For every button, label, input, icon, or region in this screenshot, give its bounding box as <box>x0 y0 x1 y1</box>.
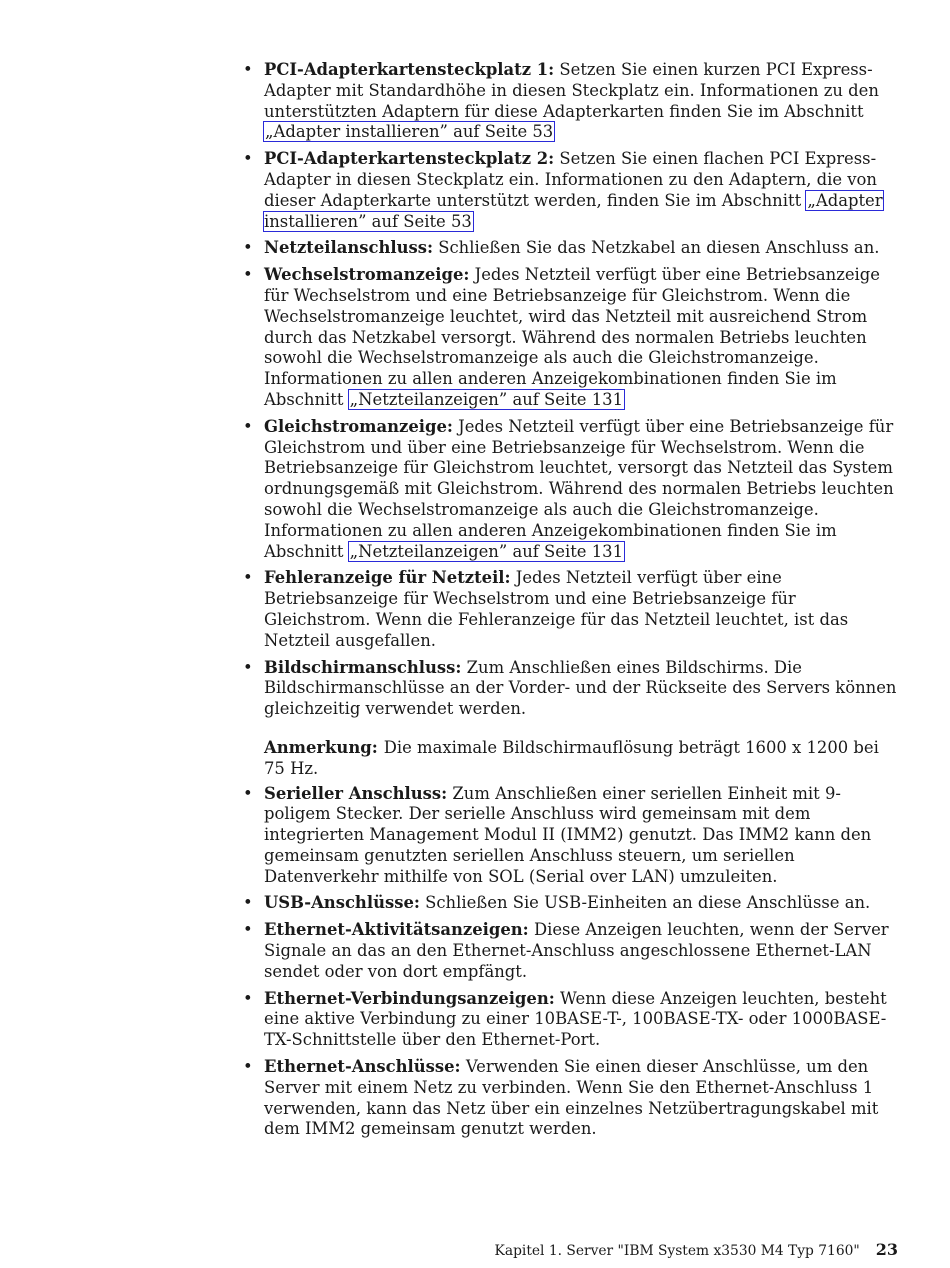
note-label: Anmerkung: <box>264 737 378 757</box>
cross-reference-link[interactable]: „Netzteilanzeigen” auf Seite 131 <box>349 541 623 561</box>
item-term: Gleichstromanzeige: <box>264 416 453 436</box>
cross-reference-link[interactable]: „Netzteilanzeigen” auf Seite 131 <box>349 389 623 409</box>
item-term: Ethernet-Anschlüsse: <box>264 1057 461 1077</box>
item-text: Jedes Netzteil verfügt über eine Betriebsanzeige für Wechselstrom und eine Betriebsanzeige für Gleichstrom. Wenn die Fehleranzeige für das Netzteil leuchtet, ist das Netzteil ausgefallen. <box>264 568 849 650</box>
list-item <box>243 920 898 982</box>
note-text: Die maximale Bildschirmauflösung beträgt 1600 x 1200 bei 75 Hz. <box>264 737 879 778</box>
item-term: Bildschirmanschluss: <box>264 657 462 677</box>
item-text: Setzen Sie einen flachen PCI Express-Adapter in diesen Steckplatz ein. Informationen zu den Adaptern, die von dieser Adapterkarte unterstützt werden, finden Sie im Abschnitt <box>264 149 877 210</box>
item-text: Schließen Sie das Netzkabel an diesen Anschluss an. <box>433 238 880 258</box>
item-text: Wenn diese Anzeigen leuchten, besteht eine aktive Verbindung zu einer 10BASE-T-, 100BASE-TX- oder 1000BASE-TX-Schnittstelle über den Ethernet-Port. <box>264 988 887 1050</box>
list-item <box>243 265 898 411</box>
item-term: Fehleranzeige für Netzteil: <box>264 568 511 588</box>
list-item <box>243 568 898 651</box>
item-text: Verwenden Sie einen dieser Anschlüsse, um den Server mit einem Netz zu verbinden. Wenn Sie den Ethernet-Anschluss 1 verwenden, kann das Netz über ein einzelnes Netzübertragungskabel mit dem IMM2 gemeinsam genutzt werden. <box>264 1057 879 1139</box>
list-item <box>243 60 898 143</box>
item-term: Ethernet-Aktivitätsanzeigen: <box>264 920 529 940</box>
page-footer <box>495 1240 898 1261</box>
list-item <box>243 658 898 720</box>
item-term: Wechselstromanzeige: <box>264 265 470 285</box>
note <box>243 738 898 780</box>
cross-reference-link[interactable]: „Adapter installieren” auf Seite 53 <box>264 190 883 231</box>
item-term: Serieller Anschluss: <box>264 783 448 803</box>
item-text: Diese Anzeigen leuchten, wenn der Server Signale an das an den Ethernet-Anschluss angeschlossene Ethernet-LAN sendet oder von dort empfängt. <box>264 920 889 981</box>
item-text: Jedes Netzteil verfügt über eine Betriebsanzeige für Wechselstrom und eine Betriebsanzeige für Gleichstrom. Wenn die Wechselstromanzeige leuchtet, wird das Netzteil mit ausreichend Strom durch das Netzkabel versorgt. Während des normalen Betriebs leuchten sowohl die Wechselstromanzeige als auch die Gleichstromanzeige. Informationen zu allen anderen Anzeigekombinationen finden Sie im Abschnitt <box>264 265 880 409</box>
item-term: Ethernet-Verbindungsanzeigen: <box>264 988 555 1008</box>
item-term: Netzteilanschluss: <box>264 238 434 258</box>
page-number: 23 <box>875 1240 898 1259</box>
list-item <box>243 1057 898 1140</box>
item-text: Setzen Sie einen kurzen PCI Express-Adapter mit Standardhöhe in diesen Steckplatz ein. Informationen zu den unterstützten Adaptern für diese Adapterkarten finden Sie im Abschnitt <box>264 60 879 121</box>
list-item <box>243 149 898 232</box>
document-body <box>243 60 898 1146</box>
list-item <box>243 784 898 888</box>
item-text: Schließen Sie USB-Einheiten an diese Anschlüsse an. <box>419 893 871 913</box>
item-text: Zum Anschließen einer seriellen Einheit mit 9-poligem Stecker. Der serielle Anschluss wird gemeinsam mit dem integrierten Management Modul II (IMM2) genutzt. Das IMM2 kann den gemeinsam genutzten seriellen Anschluss steuern, um seriellen Datenverkehr mithilfe von SOL (Serial over LAN) umzuleiten. <box>264 783 872 886</box>
list-item <box>243 893 898 914</box>
item-term: USB-Anschlüsse: <box>264 893 420 913</box>
connector-list <box>243 60 898 720</box>
footer-chapter: Kapitel 1. Server "IBM System x3530 M4 Typ 7160" <box>494 1243 860 1259</box>
list-item <box>243 417 898 563</box>
cross-reference-link[interactable]: „Adapter installieren” auf Seite 53 <box>265 122 554 142</box>
item-term: PCI-Adapterkartensteckplatz 2: <box>264 149 555 169</box>
list-item <box>243 238 898 259</box>
item-term: PCI-Adapterkartensteckplatz 1: <box>264 60 555 79</box>
connector-list-continued <box>243 784 898 1141</box>
item-text: Jedes Netzteil verfügt über eine Betriebsanzeige für Gleichstrom und über eine Betriebsanzeige für Wechselstrom. Wenn die Betriebsanzeige für Gleichstrom leuchtet, versorgt das Netzteil das System ordnungsgemäß mit Gleichstrom. Während des normalen Betriebs leuchten sowohl die Wechselstromanzeige als auch die Gleichstromanzeige. Informationen zu allen anderen Anzeigekombinationen finden Sie im Abschnitt <box>264 416 894 561</box>
item-text: Zum Anschließen eines Bildschirms. Die Bildschirmanschlüsse an der Vorder- und der Rückseite des Servers können gleichzeitig verwendet werden. <box>264 657 897 719</box>
list-item <box>243 989 898 1051</box>
